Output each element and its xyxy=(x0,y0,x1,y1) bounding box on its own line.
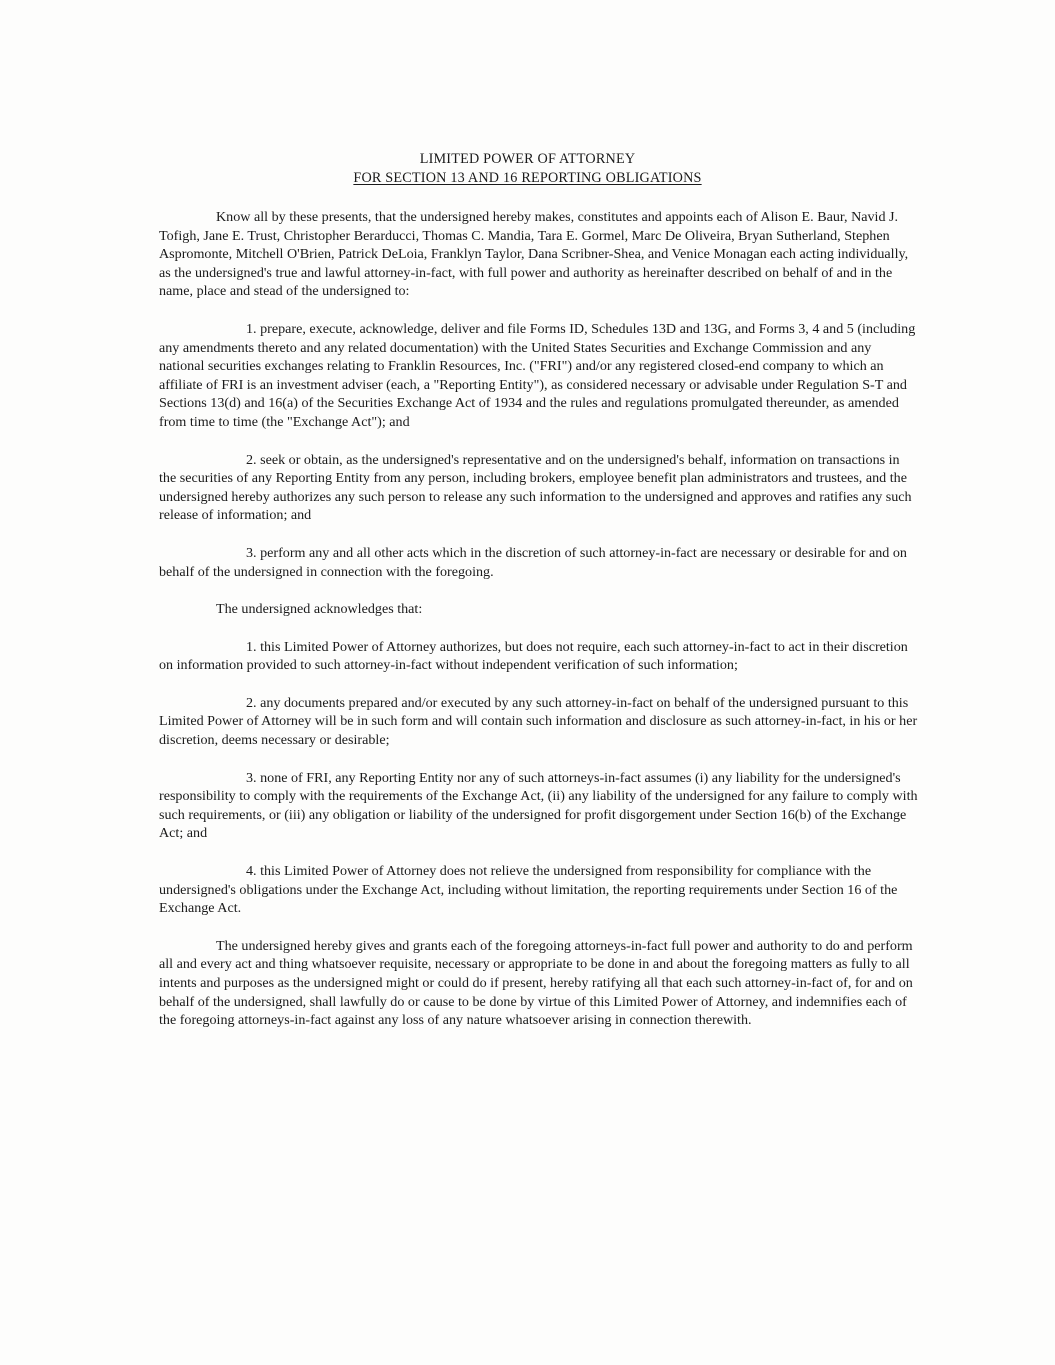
acknowledgement-item-2: 2. any documents prepared and/or executed by any such attorney-in-fact on behalf of the undersigned pursuant to this Limited Power of Attorney will be in such form and will contain such information and disclosure as such attorney-in-fact, in his or her discretion, deems necessary or desirable; xyxy=(159,694,918,749)
acknowledgement-intro: The undersigned acknowledges that: xyxy=(216,601,423,618)
intro-paragraph: Know all by these presents, that the undersigned hereby makes, constitutes and appoints each of Alison E. Baur, Navid J. Tofigh, Jane E. Trust, Christopher Berarducci, Thomas C. Mandia, Tara E. Gormel, Marc De Oliveira, Bryan Sutherland, Stephen Aspromonte, Mitchell O'Brien, Patrick DeLoia, Franklyn Taylor, Dana Scribner-Shea, and Venice Monagan each acting individually, as the undersigned's true and lawful attorney-in-fact, with full power and authority as hereinafter described on behalf of and in the name, place and stead of the undersigned to: xyxy=(159,209,909,300)
power-item-1: 1. prepare, execute, acknowledge, deliver and file Forms ID, Schedules 13D and 13G, and Forms 3, 4 and 5 (including any amendments thereto and any related documentation) with the United States Securities and Exchange Commission and any national securities exchanges relating to Franklin Resources, Inc. ("FRI") and/or any registered closed-end company to which an affiliate of FRI is an investment adviser (each, a "Reporting Entity"), as considered necessary or advisable under Regulation S-T and Sections 13(d) and 16(a) of the Securities Exchange Act of 1934 and the rules and regulations promulgated thereunder, as amended from time to time (the "Exchange Act"); and xyxy=(159,320,916,430)
document-body xyxy=(159,208,919,1049)
title-line-1: LIMITED POWER OF ATTORNEY xyxy=(419,151,636,167)
closing-paragraph: The undersigned hereby gives and grants each of the foregoing attorneys-in-fact full power and authority to do and perform all and every act and thing whatsoever requisite, necessary or appropriate to be done in and about the foregoing matters as fully to all intents and purposes as the undersigned might or could do if present, hereby ratifying all that each such attorney-in-fact of, for and on behalf of the undersigned, shall lawfully do or cause to be done by virtue of this Limited Power of Attorney, and indemnifies each of the foregoing attorneys-in-fact against any loss of any nature whatsoever arising in connection therewith. xyxy=(159,937,913,1029)
acknowledgement-item-4: 4. this Limited Power of Attorney does not relieve the undersigned from responsibility for compliance with the undersigned's obligations under the Exchange Act, including without limitation, the reporting requirements under Section 16 of the Exchange Act. xyxy=(159,863,898,917)
title-line-2: FOR SECTION 13 AND 16 REPORTING OBLIGATIONS xyxy=(353,170,702,186)
document-title xyxy=(0,150,1055,188)
acknowledgement-item-1: 1. this Limited Power of Attorney authorizes, but does not require, each such attorney-in-fact to act in their discretion on information provided to such attorney-in-fact without independent verification of such information; xyxy=(159,638,908,674)
acknowledgement-item-3: 3. none of FRI, any Reporting Entity nor any of such attorneys-in-fact assumes (i) any liability for the undersigned's responsibility to comply with the requirements of the Exchange Act, (ii) any liability of the undersigned for any failure to comply with such requirements, or (iii) any obligation or liability of the undersigned for profit disgorgement under Section 16(b) of the Exchange Act; and xyxy=(159,769,918,842)
power-item-3: 3. perform any and all other acts which in the discretion of such attorney-in-fact are necessary or desirable for and on behalf of the undersigned in connection with the foregoing. xyxy=(159,544,907,580)
power-item-2: 2. seek or obtain, as the undersigned's representative and on the undersigned's behalf, information on transactions in the securities of any Reporting Entity from any person, including brokers, employee benefit plan administrators and trustees, and the undersigned hereby authorizes any such person to release any such information to the undersigned and approves and ratifies any such release of information; and xyxy=(159,451,912,524)
